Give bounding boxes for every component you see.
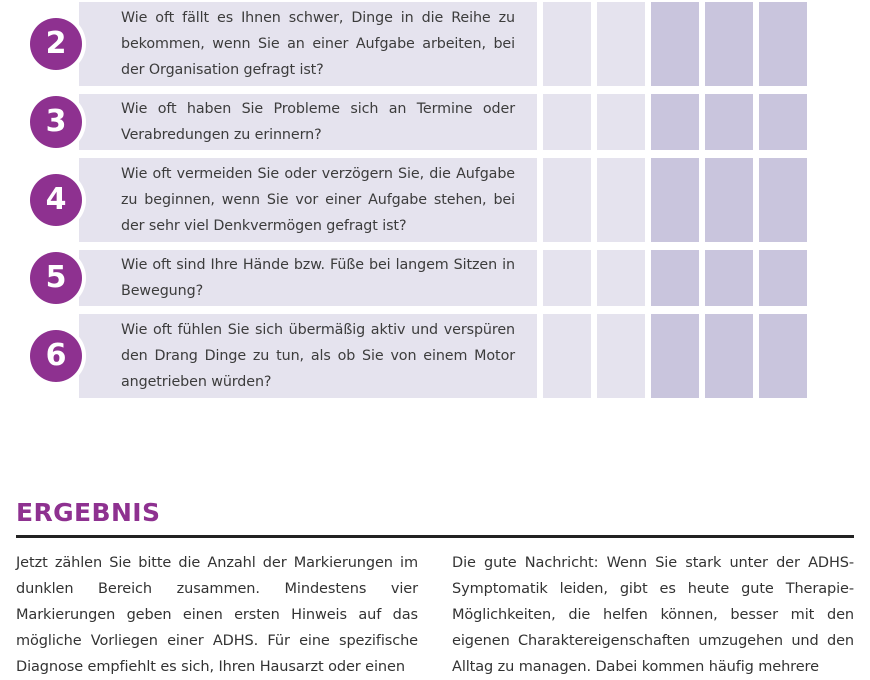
answer-box-selten[interactable]	[597, 314, 645, 398]
result-heading: ERGEBNIS	[16, 498, 161, 527]
answer-boxes	[543, 314, 807, 398]
table-row	[0, 158, 870, 242]
result-text-left: Jetzt zählen Sie bitte die Anzahl der Markierungen im dunklen Bereich zusammen. Mindestens vier Markierungen geben einen ersten Hinweis auf das mögliche Vorliegen einer ADHS. Für eine spezifische Diagnose empfiehlt es sich, Ihren Hausarzt oder einen	[16, 555, 418, 675]
answer-box-manchmal[interactable]	[651, 158, 699, 242]
question-number-badge: 3	[30, 96, 82, 148]
question-number-badge: 2	[30, 18, 82, 70]
answer-box-nie[interactable]	[543, 158, 591, 242]
table-row	[0, 2, 870, 86]
question-badge-cell	[0, 2, 79, 86]
answer-box-oft[interactable]	[705, 94, 753, 150]
answer-box-selten[interactable]	[597, 250, 645, 306]
table-row	[0, 250, 870, 306]
answer-box-nie[interactable]	[543, 250, 591, 306]
answer-box-nie[interactable]	[543, 2, 591, 86]
answer-box-oft[interactable]	[705, 250, 753, 306]
question-text-cell	[79, 314, 537, 398]
result-text-right: Die gute Nachricht: Wenn Sie stark unter der ADHS-Symptomatik leiden, gibt es heute gute Therapie-Möglichkeiten, die helfen können, besser mit den eigenen Charaktereigenschaften umzugehen und den Alltag zu managen. Dabei kommen häufig mehrere	[452, 555, 854, 675]
divider	[16, 535, 854, 538]
answer-box-manchmal[interactable]	[651, 250, 699, 306]
answer-box-sehr-oft[interactable]	[759, 314, 807, 398]
question-text: Wie oft fällt es Ihnen schwer, Dinge in die Reihe zu bekommen, wenn Sie an einer Aufgabe arbeiten, bei der Organisation gefragt ist?	[121, 10, 515, 78]
question-badge-cell	[0, 158, 79, 242]
answer-boxes	[543, 250, 807, 306]
table-row	[0, 94, 870, 150]
question-text: Wie oft sind Ihre Hände bzw. Füße bei langem Sitzen in Bewegung?	[121, 257, 515, 299]
question-badge-cell	[0, 94, 79, 150]
question-text-cell	[79, 94, 537, 150]
question-number-badge: 4	[30, 174, 82, 226]
result-column-right	[452, 550, 854, 680]
answer-box-selten[interactable]	[597, 158, 645, 242]
question-text-cell	[79, 2, 537, 86]
question-text: Wie oft haben Sie Probleme sich an Termine oder Verabredungen zu erinnern?	[121, 101, 515, 143]
answer-box-sehr-oft[interactable]	[759, 158, 807, 242]
question-badge-cell	[0, 250, 79, 306]
answer-box-selten[interactable]	[597, 94, 645, 150]
answer-box-sehr-oft[interactable]	[759, 2, 807, 86]
answer-box-selten[interactable]	[597, 2, 645, 86]
question-number-badge: 6	[30, 330, 82, 382]
table-row	[0, 314, 870, 398]
result-columns	[16, 550, 854, 680]
answer-boxes	[543, 94, 807, 150]
answer-box-nie[interactable]	[543, 94, 591, 150]
answer-box-manchmal[interactable]	[651, 314, 699, 398]
answer-box-oft[interactable]	[705, 158, 753, 242]
question-badge-cell	[0, 314, 79, 398]
result-column-left	[16, 550, 418, 680]
question-text-cell	[79, 250, 537, 306]
question-text: Wie oft vermeiden Sie oder verzögern Sie, die Aufgabe zu beginnen, wenn Sie vor einer Aufgabe stehen, bei der sehr viel Denkvermögen gefragt ist?	[121, 166, 515, 234]
answer-box-oft[interactable]	[705, 2, 753, 86]
answer-box-nie[interactable]	[543, 314, 591, 398]
question-text: Wie oft fühlen Sie sich übermäßig aktiv und verspüren den Drang Dinge zu tun, als ob Sie von einem Motor angetrieben würden?	[121, 322, 515, 390]
answer-boxes	[543, 2, 807, 86]
answer-box-manchmal[interactable]	[651, 94, 699, 150]
answer-box-manchmal[interactable]	[651, 2, 699, 86]
question-number-badge: 5	[30, 252, 82, 304]
answer-box-oft[interactable]	[705, 314, 753, 398]
question-text-cell	[79, 158, 537, 242]
answer-box-sehr-oft[interactable]	[759, 250, 807, 306]
answer-box-sehr-oft[interactable]	[759, 94, 807, 150]
answer-boxes	[543, 158, 807, 242]
